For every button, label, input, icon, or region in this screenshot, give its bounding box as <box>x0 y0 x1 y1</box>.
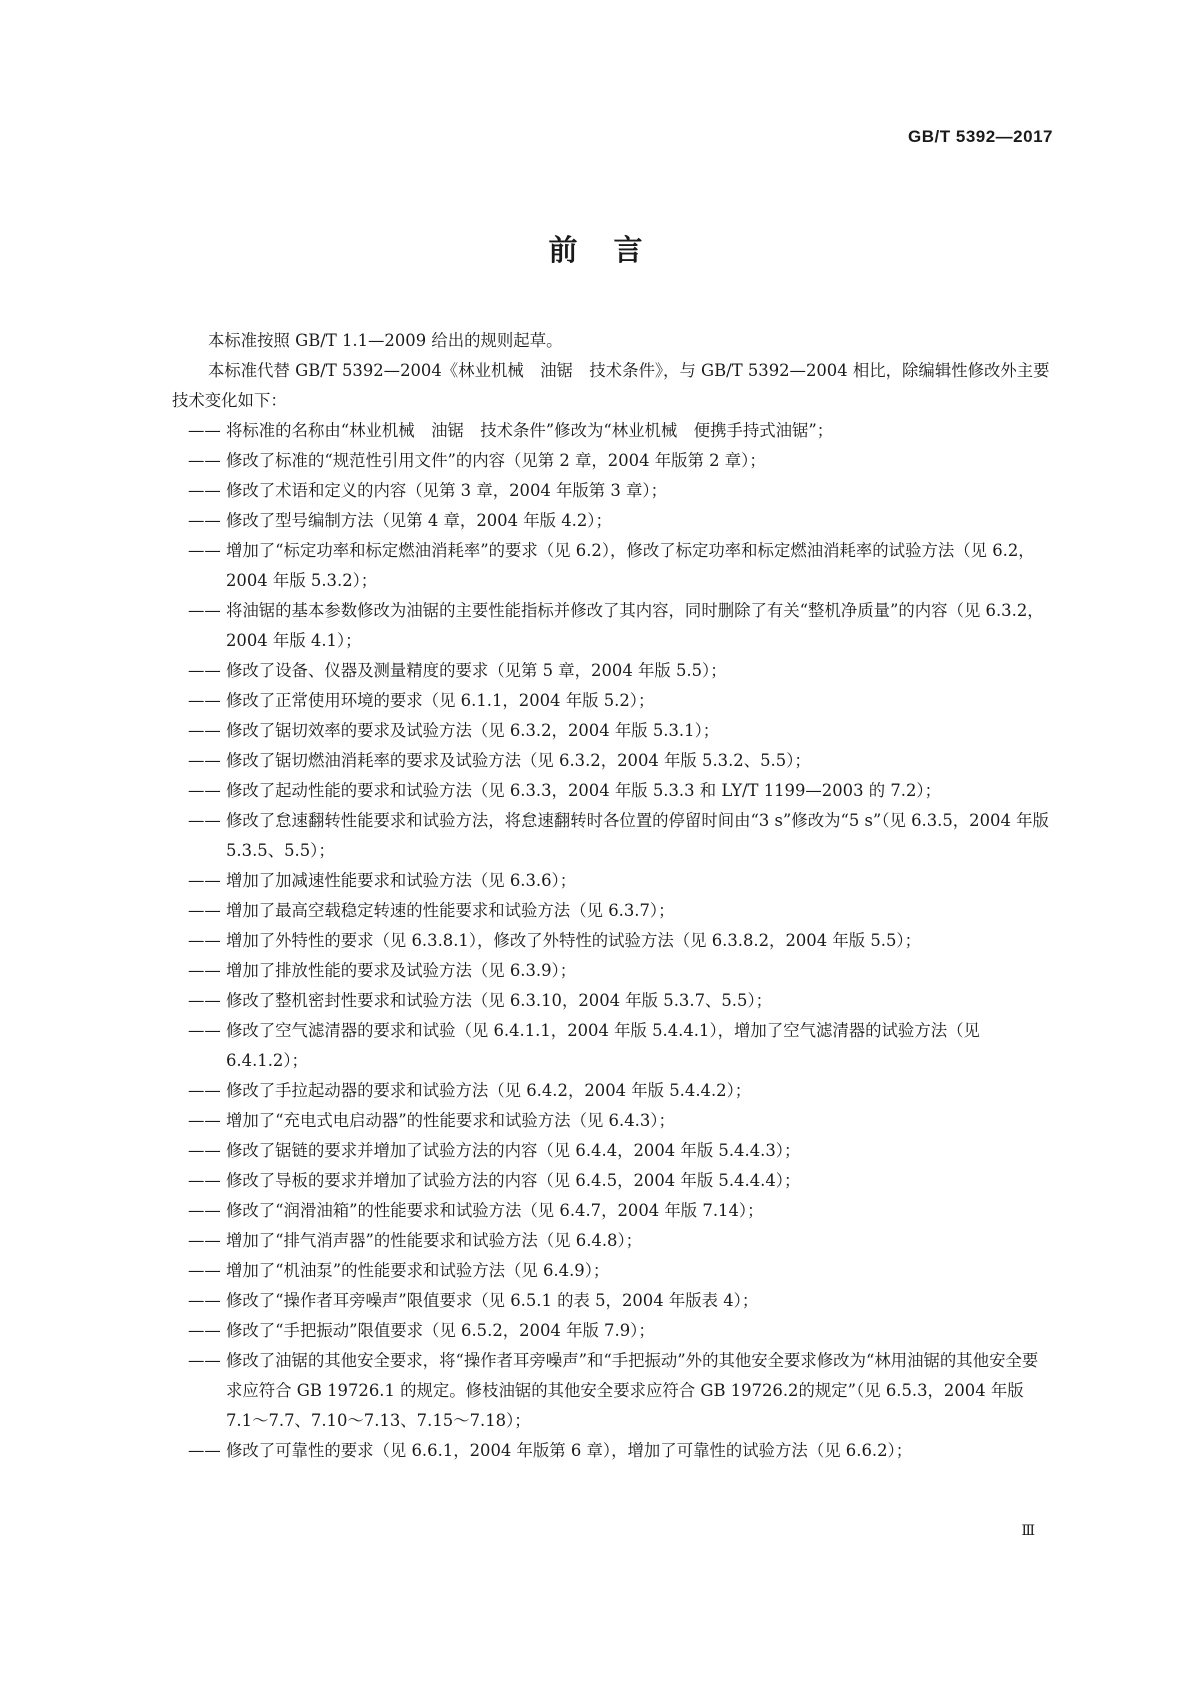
dash-marker: —— <box>188 451 221 470</box>
page-title: 前言 <box>548 233 679 267</box>
dash-marker: —— <box>188 421 221 440</box>
list-item <box>172 686 1052 716</box>
list-item <box>172 896 1052 926</box>
dash-marker: —— <box>188 661 221 680</box>
list-item-text: 增加了排放性能的要求及试验方法（见 6.3.9）； <box>226 961 577 980</box>
list-item-text: 修改了型号编制方法（见第 4 章，2004 年版 4.2）； <box>226 511 612 530</box>
list-item <box>172 926 1052 956</box>
dash-marker: —— <box>188 1111 221 1130</box>
list-item <box>172 656 1052 686</box>
dash-marker: —— <box>188 781 221 800</box>
foreword-body <box>172 326 1052 1466</box>
list-item <box>172 1016 1052 1076</box>
list-item <box>172 1136 1052 1166</box>
list-item-text: 修改了“润滑油箱”的性能要求和试验方法（见 6.4.7，2004 年版 7.14）； <box>226 1201 764 1220</box>
dash-marker: —— <box>188 1201 221 1220</box>
list-item <box>172 416 1052 446</box>
dash-marker: —— <box>188 991 221 1010</box>
list-item <box>172 476 1052 506</box>
dash-marker: —— <box>188 691 221 710</box>
list-item-text: 增加了最高空载稳定转速的性能要求和试验方法（见 6.3.7）； <box>226 901 675 920</box>
dash-marker: —— <box>188 1231 221 1250</box>
dash-marker: —— <box>188 811 221 830</box>
dash-marker: —— <box>188 481 221 500</box>
dash-marker: —— <box>188 1321 221 1340</box>
list-item <box>172 956 1052 986</box>
list-item-text: 修改了“手把振动”限值要求（见 6.5.2，2004 年版 7.9）； <box>226 1321 655 1340</box>
list-item-text: 修改了锯切效率的要求及试验方法（见 6.3.2，2004 年版 5.3.1）； <box>226 721 720 740</box>
list-item-text: 增加了“充电式电启动器”的性能要求和试验方法（见 6.4.3）； <box>226 1111 675 1130</box>
list-item <box>172 536 1052 596</box>
list-item-text: 增加了加减速性能要求和试验方法（见 6.3.6）； <box>226 871 577 890</box>
list-item <box>172 1226 1052 1256</box>
list-item <box>172 1106 1052 1136</box>
list-item <box>172 716 1052 746</box>
list-item <box>172 1076 1052 1106</box>
list-item <box>172 1256 1052 1286</box>
dash-marker: —— <box>188 901 221 920</box>
dash-marker: —— <box>188 1351 221 1370</box>
list-item-text: 修改了“操作者耳旁噪声”限值要求（见 6.5.1 的表 5，2004 年版表 4）； <box>226 1291 759 1310</box>
list-item <box>172 1346 1052 1436</box>
list-item-text: 修改了空气滤清器的要求和试验（见 6.4.1.1，2004 年版 5.4.4.1），增加了空气滤清器的试验方法（见 6.4.1.2）； <box>226 1021 980 1070</box>
list-item <box>172 446 1052 476</box>
list-item <box>172 806 1052 866</box>
list-item-text: 修改了锯切燃油消耗率的要求及试验方法（见 6.3.2，2004 年版 5.3.2、5.5）； <box>226 751 811 770</box>
list-item-text: 增加了“机油泵”的性能要求和试验方法（见 6.4.9）； <box>226 1261 610 1280</box>
dash-marker: —— <box>188 601 221 620</box>
list-item-text: 将油锯的基本参数修改为油锯的主要性能指标并修改了其内容，同时删除了有关“整机净质量”的内容（见 6.3.2，2004 年版 4.1）； <box>226 601 1044 650</box>
changes-list <box>172 416 1052 1466</box>
list-item-text: 修改了油锯的其他安全要求，将“操作者耳旁噪声”和“手把振动”外的其他安全要求修改为“林用油锯的其他安全要求应符合 GB 19726.1 的规定。修枝油锯的其他安全要求应符合 GB 19726.2的规定”（见 6.5.3，2004 年版 7.1～7.7、7.10～7.13、7.15～7.18）； <box>226 1351 1039 1430</box>
list-item-text: 修改了锯链的要求并增加了试验方法的内容（见 6.4.4，2004 年版 5.4.4.3）； <box>226 1141 801 1160</box>
intro-paragraph: 本标准按照 GB/T 1.1—2009 给出的规则起草。 <box>208 331 563 350</box>
dash-marker: —— <box>188 721 221 740</box>
list-item <box>172 1436 1052 1466</box>
list-item-text: 修改了可靠性的要求（见 6.6.1，2004 年版第 6 章），增加了可靠性的试验方法（见 6.6.2）； <box>226 1441 913 1460</box>
dash-marker: —— <box>188 511 221 530</box>
list-item <box>172 776 1052 806</box>
standard-code: GB/T 5392—2017 <box>908 127 1053 146</box>
dash-marker: —— <box>188 1261 221 1280</box>
list-item-text: 增加了“标定功率和标定燃油消耗率”的要求（见 6.2），修改了标定功率和标定燃油消耗率的试验方法（见 6.2，2004 年版 5.3.2）； <box>226 541 1035 590</box>
dash-marker: —— <box>188 1081 221 1100</box>
list-item-text: 修改了手拉起动器的要求和试验方法（见 6.4.2，2004 年版 5.4.4.2）； <box>226 1081 752 1100</box>
list-item-text: 修改了怠速翻转性能要求和试验方法，将怠速翻转时各位置的停留时间由“3 s”修改为“5 s”（见 6.3.5，2004 年版 5.3.5、5.5）； <box>226 811 1049 860</box>
list-item-text: 修改了正常使用环境的要求（见 6.1.1，2004 年版 5.2）； <box>226 691 655 710</box>
list-item <box>172 746 1052 776</box>
list-item <box>172 506 1052 536</box>
list-item <box>172 1316 1052 1346</box>
list-item-text: 修改了术语和定义的内容（见第 3 章，2004 年版第 3 章）； <box>226 481 668 500</box>
list-item <box>172 1286 1052 1316</box>
list-item <box>172 866 1052 896</box>
list-item-text: 修改了设备、仪器及测量精度的要求（见第 5 章，2004 年版 5.5）； <box>226 661 727 680</box>
dash-marker: —— <box>188 751 221 770</box>
dash-marker: —— <box>188 931 221 950</box>
list-item <box>172 1166 1052 1196</box>
dash-marker: —— <box>188 871 221 890</box>
list-item-text: 修改了标准的“规范性引用文件”的内容（见第 2 章，2004 年版第 2 章）； <box>226 451 766 470</box>
list-item-text: 修改了整机密封性要求和试验方法（见 6.3.10，2004 年版 5.3.7、5.5）； <box>226 991 773 1010</box>
list-item <box>172 596 1052 656</box>
dash-marker: —— <box>188 1441 221 1460</box>
dash-marker: —— <box>188 1141 221 1160</box>
intro-paragraph: 本标准代替 GB/T 5392—2004《林业机械 油锯 技术条件》，与 GB/T 5392—2004 相比，除编辑性修改外主要技术变化如下： <box>172 361 1050 410</box>
list-item-text: 将标准的名称由“林业机械 油锯 技术条件”修改为“林业机械 便携手持式油锯”； <box>226 421 834 440</box>
list-item-text: 增加了外特性的要求（见 6.3.8.1），修改了外特性的试验方法（见 6.3.8.2，2004 年版 5.5）； <box>226 931 922 950</box>
dash-marker: —— <box>188 1171 221 1190</box>
dash-marker: —— <box>188 541 221 560</box>
dash-marker: —— <box>188 1021 221 1040</box>
list-item-text: 修改了导板的要求并增加了试验方法的内容（见 6.4.5，2004 年版 5.4.4.4）； <box>226 1171 801 1190</box>
list-item <box>172 1196 1052 1226</box>
dash-marker: —— <box>188 961 221 980</box>
dash-marker: —— <box>188 1291 221 1310</box>
list-item-text: 修改了起动性能的要求和试验方法（见 6.3.3，2004 年版 5.3.3 和 LY/T 1199—2003 的 7.2）； <box>226 781 941 800</box>
page-number: Ⅲ <box>1021 1523 1035 1539</box>
list-item-text: 增加了“排气消声器”的性能要求和试验方法（见 6.4.8）； <box>226 1231 643 1250</box>
list-item <box>172 986 1052 1016</box>
